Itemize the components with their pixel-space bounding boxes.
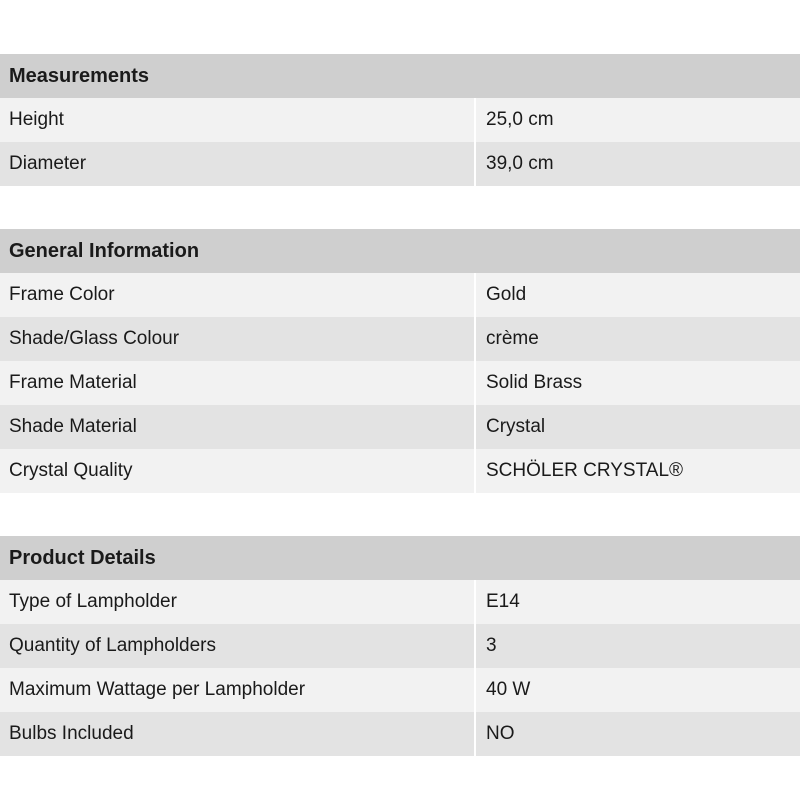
spec-value: 40 W [474, 668, 800, 712]
spec-label: Crystal Quality [9, 460, 133, 481]
spec-row-max-wattage [0, 668, 800, 712]
spec-value: crème [474, 317, 800, 361]
spec-label: Quantity of Lampholders [9, 635, 217, 656]
spec-value: Gold [474, 273, 800, 317]
spec-value: NO [474, 712, 800, 756]
product-details-section [0, 536, 800, 756]
spec-value: 25,0 cm [474, 98, 800, 142]
spec-value: Solid Brass [474, 361, 800, 405]
spec-value: E14 [474, 580, 800, 624]
measurements-section [0, 54, 800, 186]
spec-label: Shade Material [9, 416, 137, 437]
spec-value: Crystal [474, 405, 800, 449]
spec-row-lampholder-type [0, 580, 800, 624]
spec-label: Maximum Wattage per Lampholder [9, 679, 306, 700]
spec-label: Shade/Glass Colour [9, 328, 180, 349]
spec-label: Diameter [9, 153, 87, 174]
general-information-section [0, 229, 800, 493]
spec-row-bulbs-included [0, 712, 800, 756]
spec-row-shade-material [0, 405, 800, 449]
spec-row-shade-glass-colour [0, 317, 800, 361]
spec-value: 39,0 cm [474, 142, 800, 186]
spec-label: Frame Material [9, 372, 137, 393]
section-title: Product Details [0, 536, 800, 580]
spec-value: SCHÖLER CRYSTAL® [474, 449, 800, 493]
spec-row-height [0, 98, 800, 142]
spec-value: 3 [474, 624, 800, 668]
spec-label: Height [9, 109, 64, 130]
section-title: Measurements [0, 54, 800, 98]
spec-row-frame-material [0, 361, 800, 405]
spec-row-lampholder-quantity [0, 624, 800, 668]
spec-label: Bulbs Included [9, 723, 134, 744]
section-title: General Information [0, 229, 800, 273]
spec-row-diameter [0, 142, 800, 186]
spec-row-frame-color [0, 273, 800, 317]
spec-row-crystal-quality [0, 449, 800, 493]
spec-label: Frame Color [9, 284, 115, 305]
spec-label: Type of Lampholder [9, 591, 177, 612]
